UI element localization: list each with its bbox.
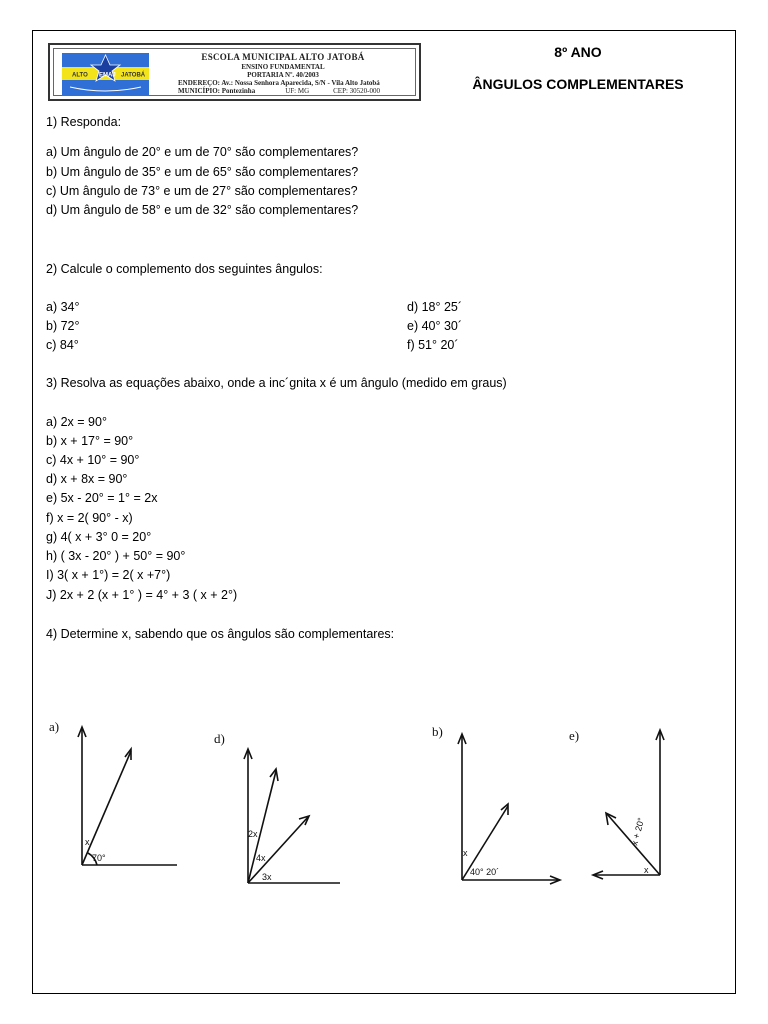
school-info bbox=[150, 52, 416, 95]
q1-item-d: d) Um ângulo de 58° e um de 32° são complementares? bbox=[46, 203, 359, 217]
q1-item-a: a) Um ângulo de 20° e um de 70° são complementares? bbox=[46, 145, 359, 159]
figure-e-label: e) bbox=[569, 728, 580, 743]
q4-heading: 4) Determine x, sabendo que os ângulos são complementares: bbox=[46, 627, 395, 641]
figure-d bbox=[210, 725, 350, 895]
school-logo bbox=[62, 53, 149, 96]
figure-b-angle-40: 40° 20´ bbox=[470, 867, 500, 877]
q3-item-e: e) 5x - 20° = 1° = 2x bbox=[46, 491, 158, 505]
logo-text-right: JATOBÁ bbox=[121, 72, 146, 79]
q1-heading: 1) Responda: bbox=[46, 115, 122, 129]
q2-item-e: e) 40° 30´ bbox=[407, 319, 463, 333]
school-portaria: PORTARIA Nº. 40/2003 bbox=[247, 71, 319, 79]
school-cep: CEP: 30520-000 bbox=[333, 87, 381, 95]
logo-text-center: EMAJ bbox=[99, 72, 116, 79]
school-uf: UF: MG bbox=[285, 87, 310, 95]
q2-item-a: a) 34° bbox=[46, 300, 80, 314]
school-name: ESCOLA MUNICIPAL ALTO JATOBÁ bbox=[201, 52, 365, 62]
figure-a-angle-x: x bbox=[85, 837, 90, 847]
figure-b-angle-x: x bbox=[463, 848, 468, 858]
figure-a bbox=[45, 715, 185, 895]
q2-item-c: c) 84° bbox=[46, 338, 79, 352]
school-municipio: MUNICÍPIO: Pontezinha bbox=[178, 87, 256, 95]
q3-item-i: I) 3( x + 1°) = 2( x +7°) bbox=[46, 568, 171, 582]
q2-item-f: f) 51° 20´ bbox=[407, 338, 459, 352]
grade-title: 8º ANO bbox=[554, 44, 602, 60]
q3-item-c: c) 4x + 10° = 90° bbox=[46, 453, 140, 467]
q3-item-j: J) 2x + 2 (x + 1° ) = 4° + 3 ( x + 2°) bbox=[46, 588, 238, 602]
school-address: ENDEREÇO: Av.: Nossa Senhora Aparecida, S/N - Vila Alto Jatobá bbox=[178, 79, 380, 87]
q3-item-h: h) ( 3x - 20° ) + 50° = 90° bbox=[46, 549, 186, 563]
figure-b-label: b) bbox=[432, 724, 443, 739]
q3-heading: 3) Resolva as equações abaixo, onde a inc´gnita x é um ângulo (medido em graus) bbox=[46, 376, 507, 390]
figure-e-angle-x20: x + 20° bbox=[629, 816, 647, 847]
q3-item-a: a) 2x = 90° bbox=[46, 415, 107, 429]
q2-item-b: b) 72° bbox=[46, 319, 80, 333]
subject-title: ÂNGULOS COMPLEMENTARES bbox=[472, 76, 684, 92]
logo-text-left: ALTO bbox=[72, 72, 88, 79]
figure-d-angle-2x: 2x bbox=[248, 829, 258, 839]
figure-e-angle-x: x bbox=[644, 865, 649, 875]
q1-item-b: b) Um ângulo de 35° e um de 65° são complementares? bbox=[46, 165, 359, 179]
q3-item-f: f) x = 2( 90° - x) bbox=[46, 511, 133, 525]
title-block bbox=[440, 44, 716, 92]
q3-item-g: g) 4( x + 3° 0 = 20° bbox=[46, 530, 152, 544]
figure-a-label: a) bbox=[49, 719, 60, 734]
q3-item-b: b) x + 17° = 90° bbox=[46, 434, 134, 448]
figure-b bbox=[428, 720, 568, 895]
q1-item-c: c) Um ângulo de 73° e um de 27° são complementares? bbox=[46, 184, 358, 198]
q3-item-d: d) x + 8x = 90° bbox=[46, 472, 128, 486]
figure-a-angle-70: 70° bbox=[92, 853, 106, 863]
figure-d-angle-3x: 3x bbox=[262, 872, 272, 882]
q2-heading: 2) Calcule o complemento dos seguintes ângulos: bbox=[46, 262, 323, 276]
figure-d-angle-4x: 4x bbox=[256, 853, 266, 863]
figure-e bbox=[565, 722, 695, 897]
figure-d-label: d) bbox=[214, 731, 225, 746]
school-level: ENSINO FUNDAMENTAL bbox=[241, 63, 325, 71]
q2-item-d: d) 18° 25´ bbox=[407, 300, 463, 314]
